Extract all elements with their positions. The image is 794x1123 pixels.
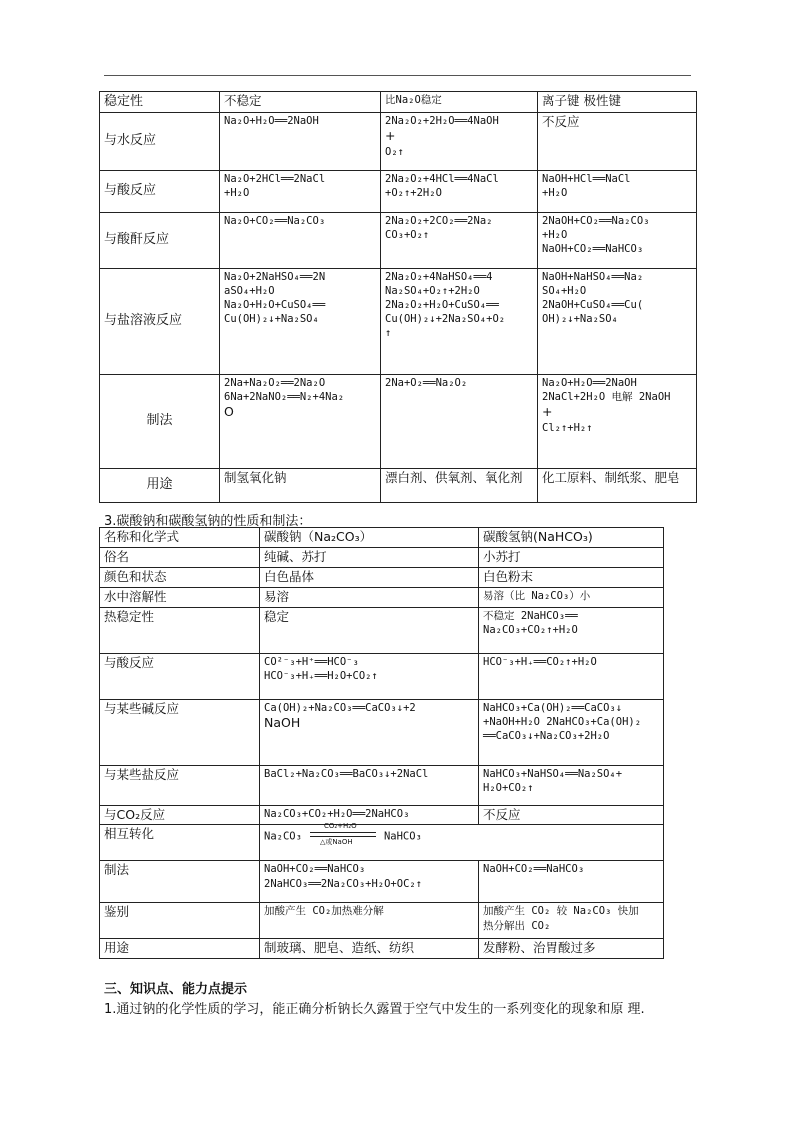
cell-line: 不反应 bbox=[483, 806, 521, 822]
table-cell bbox=[479, 587, 664, 607]
cell-line: 热分解出 CO₂ bbox=[483, 919, 551, 932]
table-cell bbox=[479, 653, 664, 699]
header-rule bbox=[104, 75, 691, 76]
table-cell bbox=[260, 765, 479, 805]
cell-line: 易溶（比 Na₂CO₃）小 bbox=[483, 589, 591, 602]
cell-line: Na₂O+2NaHSO₄══2N bbox=[224, 270, 326, 283]
table-row bbox=[100, 825, 664, 861]
table-row bbox=[100, 468, 697, 502]
table-cell bbox=[381, 268, 538, 374]
table-row bbox=[100, 92, 697, 113]
table-cell bbox=[220, 212, 381, 268]
cell-line: 白色晶体 bbox=[264, 568, 315, 584]
cell-line: 2Na₂O₂+4HCl══4NaCl bbox=[385, 172, 499, 185]
table-row bbox=[100, 653, 664, 699]
table-cell bbox=[220, 170, 381, 212]
table-cell bbox=[260, 903, 479, 939]
table-row bbox=[100, 587, 664, 607]
cell-line: 2NaOH+CuSO₄══Cu( bbox=[542, 298, 644, 311]
table-cell bbox=[220, 468, 381, 502]
cell-line: 制氢氧化钠 bbox=[224, 469, 287, 485]
cell-line: 离子键 极性键 bbox=[542, 93, 621, 108]
cell-line: 2NaHCO₃══2Na₂CO₃+H₂O+OC₂↑ bbox=[264, 877, 423, 890]
cell-line: NaOH+HCl══NaCl bbox=[542, 172, 631, 185]
cell-line: Na₂O+H₂O══2NaOH bbox=[224, 114, 319, 127]
table-cell bbox=[260, 939, 479, 959]
cell-line: 小苏打 bbox=[483, 548, 521, 564]
table-cell bbox=[260, 567, 479, 587]
cell-line: 不反应 bbox=[542, 113, 580, 129]
table-row bbox=[100, 765, 664, 805]
row-label: 用途 bbox=[100, 468, 220, 502]
table-cell bbox=[479, 805, 664, 825]
cell-line: 不稳定 bbox=[224, 93, 262, 108]
cell-line: Na₂O+CO₂══Na₂CO₃ bbox=[224, 214, 326, 227]
conv-left: Na₂CO₃ bbox=[264, 830, 302, 843]
cell-line: OH)₂↓+Na₂SO₄ bbox=[542, 313, 618, 326]
table-row bbox=[100, 607, 664, 653]
row-label: 与盐溶液反应 bbox=[100, 268, 220, 374]
row-label: 与酸反应 bbox=[100, 170, 220, 212]
table-cell bbox=[479, 939, 664, 959]
conv-top-condition: CO₂+H₂O bbox=[323, 822, 357, 831]
conversion-cell bbox=[260, 822, 664, 861]
cell-line: +H₂O bbox=[542, 186, 568, 199]
cell-line: NaOH bbox=[264, 714, 301, 730]
header-cell: 碳酸钠（Na₂CO₃） bbox=[260, 528, 479, 548]
cell-line: 稳定 bbox=[264, 608, 290, 624]
row-label: 制法 bbox=[100, 374, 220, 468]
cell-line: +H₂O bbox=[542, 228, 568, 241]
row-label: 相互转化 bbox=[100, 825, 260, 861]
table-row bbox=[100, 805, 664, 825]
cell-line: 加酸产生 CO₂加热难分解 bbox=[264, 905, 384, 918]
cell-line: BaCl₂+Na₂CO₃══BaCO₃↓+2NaCl bbox=[264, 767, 429, 780]
row-label: 制法 bbox=[100, 861, 260, 903]
table-cell bbox=[220, 112, 381, 170]
cell-line: Na₂SO₄+O₂↑+2H₂O bbox=[385, 284, 480, 297]
cell-line: +H₂O bbox=[224, 186, 250, 199]
cell-line: Cu(OH)₂↓+2Na₂SO₄+O₂ bbox=[385, 313, 506, 326]
table-row bbox=[100, 699, 664, 765]
table-cell bbox=[381, 170, 538, 212]
table-row bbox=[100, 112, 697, 170]
cell-line: HCO⁻₃+H₊══CO₂↑+H₂O bbox=[483, 655, 597, 668]
row-label: 颜色和状态 bbox=[100, 567, 260, 587]
cell-line: ══CaCO₃↓+Na₂CO₃+2H₂O bbox=[483, 729, 610, 742]
cell-line: Ca(OH)₂+Na₂CO₃══CaCO₃↓+2 bbox=[264, 701, 416, 714]
table-cell bbox=[479, 765, 664, 805]
table-cell bbox=[260, 653, 479, 699]
table-cell bbox=[260, 861, 479, 903]
cell-line: Na₂CO₃+CO₂+H₂O══2NaHCO₃ bbox=[264, 807, 410, 820]
table-cell bbox=[381, 92, 538, 113]
cell-line: 发酵粉、治胃酸过多 bbox=[483, 940, 596, 956]
table-cell bbox=[479, 699, 664, 765]
row-label: 与水反应 bbox=[100, 112, 220, 170]
row-label: 水中溶解性 bbox=[100, 587, 260, 607]
row-label: 与酸酐反应 bbox=[100, 212, 220, 268]
cell-line: 化工原料、制纸浆、肥皂 bbox=[542, 469, 680, 485]
cell-line: 制玻璃、肥皂、造纸、纺织 bbox=[264, 940, 415, 956]
cell-line: 2NaOH+CO₂══Na₂CO₃ bbox=[542, 214, 650, 227]
section3-title: 3.碳酸钠和碳酸氢钠的性质和制法： bbox=[104, 514, 312, 529]
table-cell bbox=[479, 861, 664, 903]
row-label: 热稳定性 bbox=[100, 607, 260, 653]
table-row bbox=[100, 903, 664, 939]
table-row bbox=[100, 939, 664, 959]
table-cell bbox=[260, 547, 479, 567]
conv-right: NaHCO₃ bbox=[383, 830, 422, 843]
cell-line: +O₂↑+2H₂O bbox=[385, 186, 442, 199]
cell-line: NaOH+CO₂══NaHCO₃ bbox=[542, 242, 644, 255]
table-cell bbox=[381, 374, 538, 468]
cell-line: Na₂O+H₂O+CuSO₄══ bbox=[224, 298, 326, 311]
cell-line: 2Na+O₂══Na₂O₂ bbox=[385, 376, 468, 389]
cell-line: 2Na₂O₂+2H₂O══4NaOH bbox=[385, 114, 499, 127]
table-cell bbox=[538, 374, 697, 468]
cell-line: + bbox=[542, 403, 553, 419]
table-cell bbox=[260, 805, 479, 825]
cell-line: O bbox=[224, 403, 234, 419]
conversion-arrows bbox=[310, 822, 376, 847]
table-cell bbox=[479, 607, 664, 653]
cell-line: 纯碱、苏打 bbox=[264, 548, 327, 564]
table-cell bbox=[538, 268, 697, 374]
cell-line: Cu(OH)₂↓+Na₂SO₄ bbox=[224, 313, 319, 326]
row-label: 鉴别 bbox=[100, 903, 260, 939]
conv-bottom-condition: △或NaOH bbox=[319, 838, 353, 847]
row-label: 与某些碱反应 bbox=[100, 699, 260, 765]
cell-line: O₂↑ bbox=[385, 145, 404, 158]
table-cell bbox=[538, 112, 697, 170]
cell-line: NaHCO₃+NaHSO₄══Na₂SO₄+ bbox=[483, 767, 623, 780]
table-cell bbox=[538, 468, 697, 502]
cell-line: NaOH+CO₂══NaHCO₃ bbox=[483, 863, 585, 876]
table-cell bbox=[538, 212, 697, 268]
cell-line: 2Na₂O₂+4NaHSO₄══4 bbox=[385, 270, 493, 283]
cell-line: ↑ bbox=[385, 327, 392, 340]
cell-line: 不稳定 2NaHCO₃══ bbox=[483, 609, 578, 622]
arrow-forward bbox=[310, 832, 376, 833]
knowledge-title: 三、知识点、能力点提示 bbox=[104, 982, 248, 997]
table-cell bbox=[220, 268, 381, 374]
cell-line: + bbox=[385, 127, 396, 143]
carbonate-table bbox=[99, 527, 664, 959]
table-cell bbox=[260, 699, 479, 765]
cell-line: 2NaCl+2H₂O 电解 2NaOH bbox=[542, 390, 671, 403]
row-label: 稳定性 bbox=[100, 92, 220, 113]
row-label: 与CO₂反应 bbox=[100, 805, 260, 825]
table-row bbox=[100, 861, 664, 903]
cell-line: Na₂CO₃+CO₂↑+H₂O bbox=[483, 623, 578, 636]
table-cell bbox=[260, 587, 479, 607]
knowledge-paragraph: 1.通过钠的化学性质的学习，能正确分析钠长久露置于空气中发生的一系列变化的现象和原 理. bbox=[104, 1002, 645, 1017]
cell-line: 易溶 bbox=[264, 588, 290, 604]
cell-line: SO₄+H₂O bbox=[542, 284, 587, 297]
cell-line: Cl₂↑+H₂↑ bbox=[542, 421, 593, 434]
table-row bbox=[100, 567, 664, 587]
cell-line: HCO⁻₃+H₊══H₂O+CO₂↑ bbox=[264, 669, 378, 682]
table-cell bbox=[381, 212, 538, 268]
row-label: 与某些盐反应 bbox=[100, 765, 260, 805]
cell-line: NaHCO₃+Ca(OH)₂══CaCO₃↓ bbox=[483, 701, 623, 714]
table-row bbox=[100, 170, 697, 212]
cell-line: CO₃+O₂↑ bbox=[385, 228, 430, 241]
cell-line: Na₂O+2HCl══2NaCl bbox=[224, 172, 326, 185]
cell-line: Na₂O+H₂O══2NaOH bbox=[542, 376, 637, 389]
row-label: 俗名 bbox=[100, 547, 260, 567]
cell-line: 2Na+Na₂O₂══2Na₂O bbox=[224, 376, 326, 389]
table-row bbox=[100, 212, 697, 268]
table-cell bbox=[220, 92, 381, 113]
cell-line: aSO₄+H₂O bbox=[224, 284, 275, 297]
table-cell bbox=[538, 92, 697, 113]
header-cell: 碳酸氢钠(NaHCO₃) bbox=[479, 528, 664, 548]
table-row bbox=[100, 374, 697, 468]
table-header-row bbox=[100, 528, 664, 548]
cell-line: +NaOH+H₂O 2NaHCO₃+Ca(OH)₂ bbox=[483, 715, 642, 728]
cell-line: NaOH+CO₂══NaHCO₃ bbox=[264, 863, 366, 876]
table-cell bbox=[479, 567, 664, 587]
table-row bbox=[100, 547, 664, 567]
row-label: 与酸反应 bbox=[100, 653, 260, 699]
cell-line: 2Na₂O₂+2CO₂══2Na₂ bbox=[385, 214, 493, 227]
cell-line: CO²⁻₃+H⁺══HCO⁻₃ bbox=[264, 655, 359, 668]
cell-line: NaOH+NaHSO₄══Na₂ bbox=[542, 270, 644, 283]
table-cell bbox=[538, 170, 697, 212]
cell-line: 2Na₂O₂+H₂O+CuSO₄══ bbox=[385, 298, 499, 311]
row-label: 用途 bbox=[100, 939, 260, 959]
cell-line: 加酸产生 CO₂ 较 Na₂CO₃ 快加 bbox=[483, 905, 639, 918]
table-cell bbox=[220, 374, 381, 468]
table-row bbox=[100, 268, 697, 374]
cell-line: 6Na+2NaNO₂══N₂+4Na₂ bbox=[224, 390, 345, 403]
table-cell bbox=[381, 112, 538, 170]
table-cell bbox=[260, 607, 479, 653]
cell-line: H₂O+CO₂↑ bbox=[483, 781, 534, 794]
header-cell: 名称和化学式 bbox=[100, 528, 260, 548]
cell-line: 漂白剂、供氧剂、氧化剂 bbox=[385, 469, 523, 485]
table-cell bbox=[479, 903, 664, 939]
cell-line: 比Na₂O稳定 bbox=[385, 94, 442, 106]
table-cell bbox=[479, 547, 664, 567]
table-cell bbox=[381, 468, 538, 502]
sodium-oxides-table bbox=[99, 91, 697, 503]
cell-line: 白色粉末 bbox=[483, 568, 534, 584]
